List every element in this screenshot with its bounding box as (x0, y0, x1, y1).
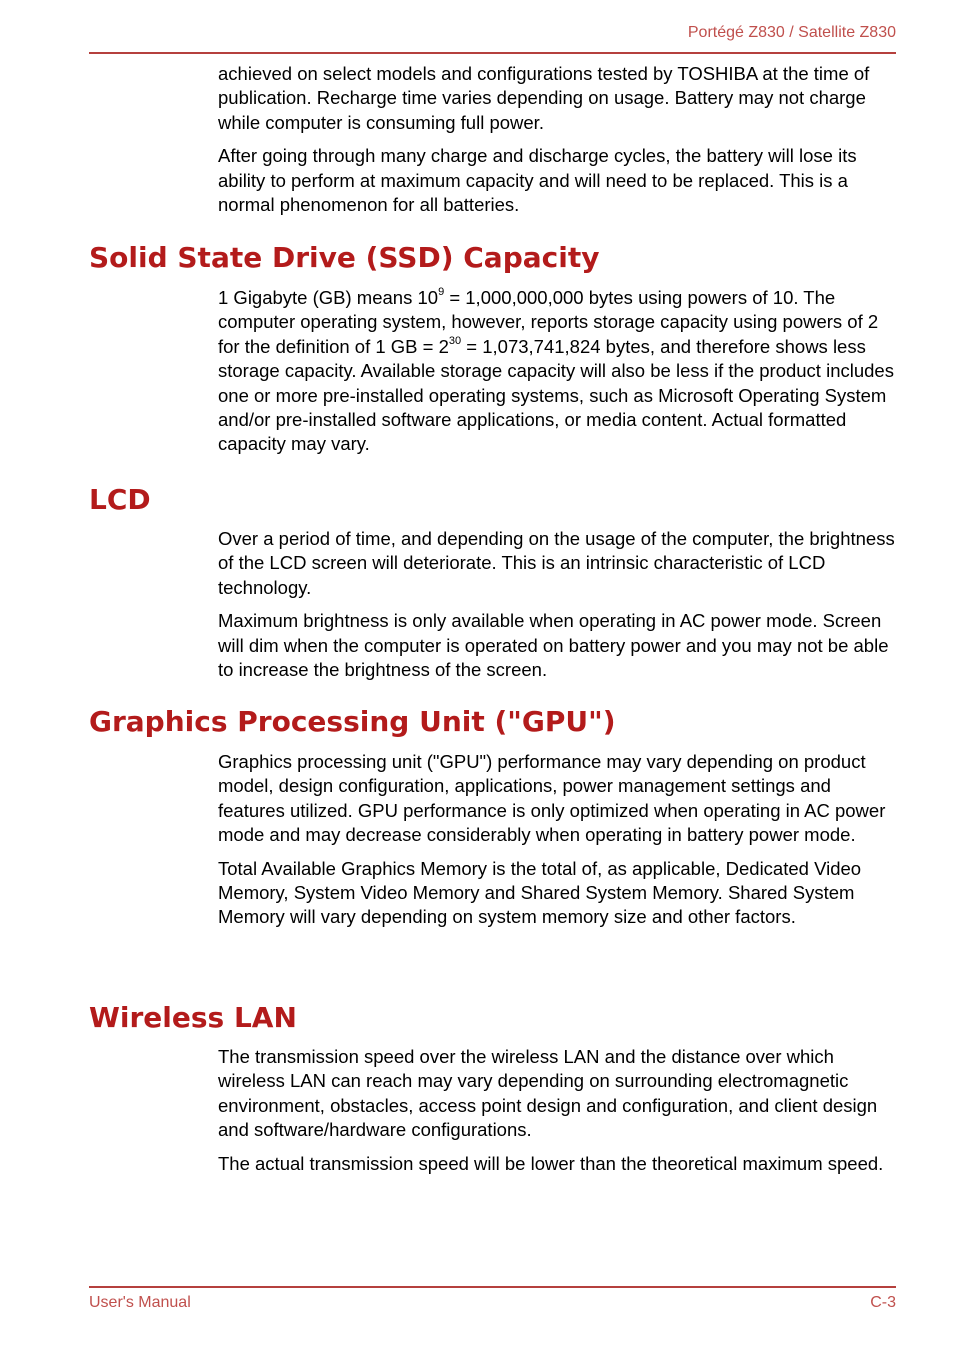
lcd-heading: LCD (89, 483, 151, 516)
ssd-paragraph (218, 286, 898, 457)
running-header-title: Portégé Z830 / Satellite Z830 (687, 24, 896, 41)
ssd-exponent-9: 9 (438, 285, 445, 298)
lcd-text-block (218, 527, 898, 691)
ssd-capacity-heading: Solid State Drive (SSD) Capacity (89, 241, 600, 274)
header-divider (89, 52, 896, 54)
intro-paragraph-2: After going through many charge and discharge cycles, the battery will lose its ability to perform at maximum capacity and will need to be replaced. This is a normal phenomenon for all batteries. (218, 145, 857, 216)
lcd-paragraph-1: Over a period of time, and depending on the usage of the computer, the brightness of the LCD screen will deteriorate. This is an intrinsic characteristic of LCD technology. (218, 528, 895, 598)
footer-divider (89, 1286, 896, 1288)
ssd-text-part-3: = 1,073,741,824 bytes, and therefore shows less storage capacity. Available storage capacity will also be less if the product includes one or more pre-installed operating systems, such as Microsoft Operating System and/or pre-installed software applications, or media content. Actual formatted capacity may vary. (218, 335, 894, 455)
gpu-paragraph-1: Graphics processing unit ("GPU") performance may vary depending on product model, design configuration, applications, power management settings and features utilized. GPU performance is only optimized when operating in AC power mode and may decrease considerably when operating in battery power mode. (218, 751, 886, 846)
gpu-text-block (218, 750, 898, 939)
wireless-lan-paragraph-1: The transmission speed over the wireless LAN and the distance over which wireless LAN can reach may vary depending on surrounding electromagnetic environment, obstacles, access point design and configuration, and client design and software/hardware configurations. (218, 1046, 878, 1141)
wireless-lan-text-block (218, 1045, 898, 1185)
wireless-lan-paragraph-2: The actual transmission speed will be lower than the theoretical maximum speed. (218, 1152, 884, 1174)
gpu-paragraph-2: Total Available Graphics Memory is the total of, as applicable, Dedicated Video Memory, System Video Memory and Shared System Memory. Shared System Memory will vary depending on system memory size and other factors. (218, 857, 862, 928)
gpu-heading: Graphics Processing Unit ("GPU") (89, 705, 616, 738)
intro-text-block (218, 62, 898, 226)
ssd-exponent-30: 30 (448, 334, 462, 347)
intro-paragraph-1: achieved on select models and configurations tested by TOSHIBA at the time of publication. Recharge time varies depending on usage. Battery may not charge while computer is consuming full power. (218, 63, 870, 133)
lcd-paragraph-2: Maximum brightness is only available when operating in AC power mode. Screen will dim when the computer is operated on battery power and you may not be able to increase the brightness of the screen. (218, 610, 889, 681)
wireless-lan-heading: Wireless LAN (89, 1001, 297, 1034)
ssd-text-part-2: = 1,000,000,000 bytes using powers of 10. The computer operating system, however, reports storage capacity using powers of 2 for the definition of 1 GB = 2 (218, 287, 879, 357)
ssd-text-block (218, 286, 898, 466)
footer-page-number: C-3 (870, 1294, 896, 1311)
footer-manual-title: User's Manual (89, 1294, 191, 1311)
ssd-text-part-1: 1 Gigabyte (GB) means 10 (218, 287, 439, 308)
